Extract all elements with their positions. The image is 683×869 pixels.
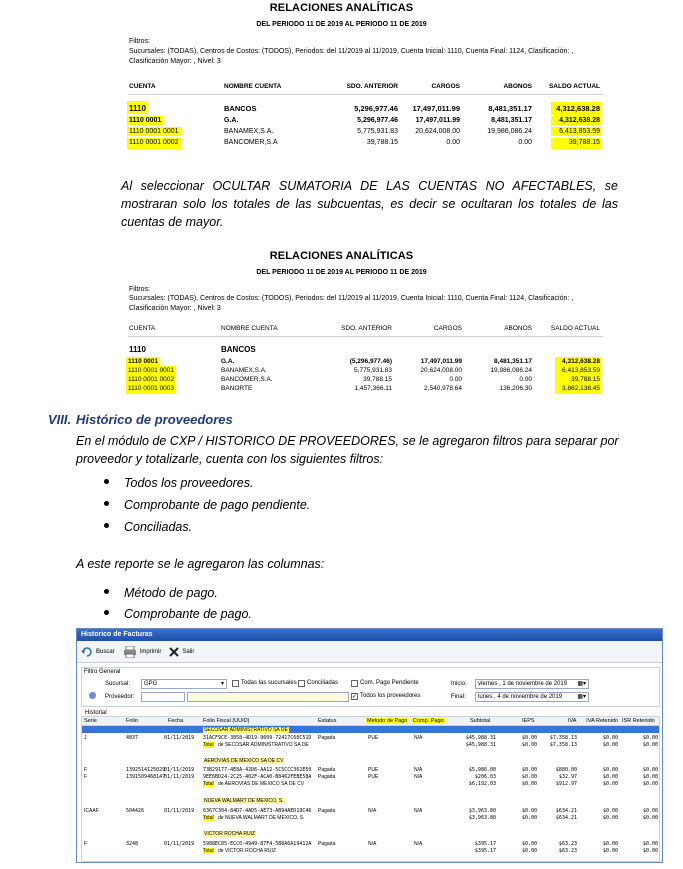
section-number: VIII. <box>48 412 72 427</box>
todos-proveedores-label: Todos los proveedores <box>360 693 421 699</box>
filter-group-label: Filtro General <box>84 669 121 675</box>
bullet-icon <box>104 501 109 506</box>
bullet-item: Conciliadas. <box>104 520 192 534</box>
row-abonos: 19,986,086.24 <box>490 367 532 374</box>
col-header-cargos: CARGOS <box>433 325 462 332</box>
col-header-abonos: ABONOS <box>504 325 532 332</box>
buscar-button[interactable]: Buscar <box>81 647 115 657</box>
proveedor-label: Proveedor: <box>105 694 135 700</box>
proveedor-name-input[interactable] <box>187 692 349 702</box>
col-header-cuenta: CUENTA <box>129 325 156 332</box>
col-folio[interactable]: Folio <box>126 718 138 724</box>
proveedor-icon <box>89 692 96 699</box>
row-nombre: G.A. <box>221 358 235 365</box>
todos-proveedores-checkbox[interactable]: ✓ <box>352 694 358 700</box>
report-filters-text: Sucursales: (TODAS), Centros de Costos: (TODOS), Periodos: del 11/2019 al 11/2019, Cuenta Inicial: 1110, Cuenta Final: 1124, Clasificación: , Clasificación Mayor: , Nivel: 3 <box>129 295 574 312</box>
close-icon <box>169 647 179 657</box>
row-anterior: (5,296,977.46) <box>349 358 392 365</box>
group-header: SECOSAR ADMINISTRATIVO SA DE <box>204 727 288 733</box>
row-abonos: 8,481,351.17 <box>488 104 532 113</box>
inicio-date-picker[interactable]: viernes , 1 de noviembre de 2019 ▦▾ <box>475 679 589 689</box>
col-header-saldo: SALDO ACTUAL <box>548 83 600 90</box>
group-header: AEROVIAS DE MEXICO SA DE CV <box>204 758 284 764</box>
report-title: RELACIONES ANALÍTICAS <box>269 250 414 262</box>
toolbar <box>77 641 662 663</box>
col-fecha[interactable]: Fecha <box>168 718 184 724</box>
inicio-label: Inicio: <box>451 681 467 687</box>
group-cuenta: 1110 <box>129 345 146 354</box>
col-header-nombre: NOMBRE CUENTA <box>224 83 282 90</box>
row-saldo: 3,862,138.45 <box>555 384 601 394</box>
bullet-icon <box>104 610 109 615</box>
bullet-item: Método de pago. <box>104 586 218 600</box>
row-cuenta: 1110 <box>127 101 148 114</box>
row-cargos: 17,497,011.99 <box>412 104 460 113</box>
col-header-cuenta: CUENTA <box>129 83 156 90</box>
window-title: Historico de Facturas <box>77 629 662 641</box>
row-anterior: 5,296,977.46 <box>357 117 398 124</box>
refresh-icon <box>81 647 93 657</box>
col-estatus[interactable]: Estatus <box>318 718 337 724</box>
paragraph-ocultar-sumatoria: Al seleccionar OCULTAR SUMATORIA DE LAS CUENTAS NO AFECTABLES, se mostraran solo los totales de las subcuentas, es decir se ocultaran los totales de las cuentas de mayor. <box>121 179 618 229</box>
col-header-saldo: SALDO ACTUAL <box>550 325 600 332</box>
com-pago-pendiente-label: Com. Pago Pendiente <box>360 680 419 686</box>
row-abonos: 8,481,351.17 <box>494 358 532 365</box>
columns-intro: A este reporte se le agregaron las columnas: <box>76 557 325 571</box>
bullet-item: Todos los proveedores. <box>104 476 253 490</box>
printer-icon <box>123 646 137 658</box>
row-cargos: 2,540,978.64 <box>424 385 462 392</box>
col-header-anterior: SDO. ANTERIOR <box>341 325 392 332</box>
historial-label: Historial <box>85 710 107 716</box>
conciliadas-checkbox[interactable] <box>298 680 305 687</box>
row-anterior: 39,788.15 <box>366 139 398 146</box>
row-anterior: 1,457,366.11 <box>354 385 392 392</box>
row-cargos: 0.00 <box>446 139 460 146</box>
bullet-item: Comprobante de pago. <box>104 607 252 621</box>
col-header-abonos: ABONOS <box>503 83 532 90</box>
row-saldo: 39,788.15 <box>555 375 601 384</box>
conciliadas-label: Conciliadas <box>307 680 339 686</box>
selected-row[interactable] <box>82 726 659 733</box>
col-header-nombre: NOMBRE CUENTA <box>221 325 278 332</box>
col-header-cargos: CARGOS <box>431 83 460 90</box>
row-nombre: BANCOMER,S.A <box>224 139 278 146</box>
row-cargos: 20,624,008.00 <box>420 367 462 374</box>
report-filters-label: Filtros: <box>129 38 150 45</box>
calendar-icon: ▦▾ <box>577 694 586 700</box>
col-uuid[interactable]: Folio Fiscal (UUID) <box>203 718 250 724</box>
group-header: VICTOR ROCHA RUIZ <box>204 831 256 837</box>
row-nombre: BANCOMER,S.A. <box>221 376 273 383</box>
row-nombre: G.A. <box>224 117 239 124</box>
row-saldo: 4,312,638.28 <box>551 116 601 125</box>
row-anterior: 5,775,931.83 <box>354 367 392 374</box>
report-filters-label: Filtros: <box>129 286 150 293</box>
row-cargos: 0.00 <box>449 376 462 383</box>
col-iva[interactable]: IVA <box>568 718 577 724</box>
row-abonos: 8,481,351.17 <box>491 117 532 124</box>
row-abonos: 0.00 <box>518 139 532 146</box>
report-title: RELACIONES ANALÍTICAS <box>269 2 414 14</box>
com-pago-pendiente-checkbox[interactable] <box>351 680 358 687</box>
bullet-item: Comprobante de pago pendiente. <box>104 498 310 512</box>
row-cuenta: 1110 0001 <box>128 358 159 365</box>
imprimir-button[interactable]: Imprimir <box>123 646 162 658</box>
row-cuenta: 1110 0001 0002 <box>128 376 175 383</box>
col-isr-retenido[interactable]: ISR Retenido <box>622 718 655 724</box>
row-cuenta: 1110 0001 0002 <box>127 138 181 149</box>
row-saldo: 4,312,638.28 <box>555 357 601 366</box>
row-cuenta: 1110 0001 0003 <box>128 385 175 392</box>
row-abonos: 136,206.30 <box>499 385 532 392</box>
col-header-anterior: SDO. ANTERIOR <box>346 83 398 90</box>
row-nombre: BANAMEX,S.A. <box>224 128 274 135</box>
row-cuenta: 1110 0001 0001 <box>128 367 175 374</box>
section-title: Histórico de proveedores <box>76 412 233 427</box>
bullet-icon <box>104 523 109 528</box>
row-anterior: 5,296,977.46 <box>354 104 398 113</box>
row-cargos: 17,497,011.99 <box>415 117 460 124</box>
row-saldo: 39,788.15 <box>551 138 601 149</box>
col-serie[interactable]: Serie <box>84 718 97 724</box>
col-metodo-pago[interactable]: Metodo de Pago <box>367 718 408 724</box>
row-cargos: 17,497,011.99 <box>420 358 462 365</box>
report-period: DEL PERIODO 11 DE 2019 AL PERIODO 11 DE 2019 <box>256 269 427 276</box>
row-cargos: 20,624,008.00 <box>415 128 460 135</box>
bullet-icon <box>104 479 109 484</box>
salir-button[interactable]: Salir <box>169 647 194 657</box>
proveedor-input[interactable] <box>141 692 185 702</box>
final-label: Final: <box>451 694 466 700</box>
historial-grid: Serie Folio Fecha Folio Fiscal (UUID) Estatus Metodo de Pago Comp. Pago Subtotal IEPS IVA IVA Retenido ISR Retenido SECOSAR ADMINISTRATIVO SA DE J 4837 01/11/2019 31ACF9CE-3858-4D19-9609-72417C60C51D Pagada PUE N/A $45,988.31 $0.00 $7,358.13 $0.00 $0.00 Total de SECOSAR ADMINISTRATIVO SA DE $45,988.31 $0.00 $7,358.13 $0.00 $0.00 AEROVIAS DE MEXICO SA DE CV F 1392514125029 01/11/2019 73B29177-4E8A-42D6-AA12-5C5CCC362E50 Pagada PUE N/A $5,986.00 $0.00 $880.00 $0.00 $0.00 F 1391509468147 01/11/2019 9EE6BD24-2C25-402F-ACA0-B8462FEBE58A Pagada PUE N/A $206.03 $0.00 $32.97 $0.00 $0.00 Total de AEROVIAS DE MEXICO SA DE CV $6,192.03 $0.00 $912.97 $0.00 $0.00 NUEVA WALMART DE MEXICO, S. ICAAF 504426 01/11/2019 6367C304-84D7-4AD5-AE73-AB94AED19C46 Pagada N/A N/A $3,963.80 $0.00 $634.21 $0.00 $0.00 Total de NUEVA WALMART DE MEXICO, S. $3,963.80 $0.00 $634.21 $0.00 $0.00 VICTOR ROCHA RUIZ F 3248 01/11/2019 5988EC85-ECC0-4949-87F4-5B8A6A19412A Pagada N/A N/A $395.17 $0.00 $63.23 $0.00 $0.00 Total de VICTOR ROCHA RUIZ $395.17 $0.00 $63.23 $0.00 $0.00 <box>81 716 660 862</box>
calendar-icon: ▦▾ <box>577 681 586 687</box>
row-saldo: 4,312,638.28 <box>551 102 601 115</box>
chevron-down-icon: ▾ <box>220 681 224 687</box>
col-ieps[interactable]: IEPS <box>522 718 535 724</box>
row-saldo: 6,413,853.59 <box>551 127 601 136</box>
row-anterior: 5,775,931.83 <box>357 128 398 135</box>
col-comp-pago[interactable]: Comp. Pago <box>413 718 444 724</box>
row-anterior: 39,788.15 <box>363 376 392 383</box>
grid-header <box>82 717 659 726</box>
report-filters-text: Sucursales: (TODAS), Centros de Costos: (TODOS), Periodos: del 11/2019 al 11/2019, Cuenta Inicial: 1110, Cuenta Final: 1124, Clasificación: , Clasificación Mayor: , Nivel: 3 <box>129 48 574 65</box>
section-intro: En el módulo de CXP / HISTORICO DE PROVEEDORES, se le agregaron filtros para separar por proveedor y totalizarle, cuenta con los siguientes filtros: <box>76 434 619 466</box>
row-abonos: 19,986,086.24 <box>487 128 532 135</box>
bullet-icon <box>104 589 109 594</box>
sucursal-select[interactable]: GPG ▾ <box>141 679 227 689</box>
row-cuenta: 1110 0001 <box>129 117 162 124</box>
group-nombre: BANCOS <box>221 345 256 354</box>
row-saldo: 6,413,853.59 <box>555 366 601 375</box>
row-nombre: BANORTE <box>221 385 253 392</box>
row-cuenta: 1110 0001 0001 <box>129 128 179 135</box>
historico-facturas-window <box>76 628 663 863</box>
final-date-picker[interactable]: lunes , 4 de noviembre de 2019 ▦▾ <box>475 692 589 702</box>
col-iva-retenido[interactable]: IVA Retenido <box>586 718 618 724</box>
row-nombre: BANAMEX,S.A. <box>221 367 267 374</box>
report-period: DEL PERIODO 11 DE 2019 AL PERIODO 11 DE 2019 <box>256 21 427 28</box>
sucursal-label: Sucursal: <box>105 681 131 687</box>
group-header: NUEVA WALMART DE MEXICO, S. <box>204 798 284 804</box>
row-abonos: 0.00 <box>519 376 532 383</box>
todas-sucursales-checkbox[interactable] <box>232 680 239 687</box>
row-nombre: BANCOS <box>224 104 257 113</box>
todas-sucursales-label: Todas las sucursales <box>241 680 297 686</box>
col-subtotal[interactable]: Subtotal <box>470 718 491 724</box>
